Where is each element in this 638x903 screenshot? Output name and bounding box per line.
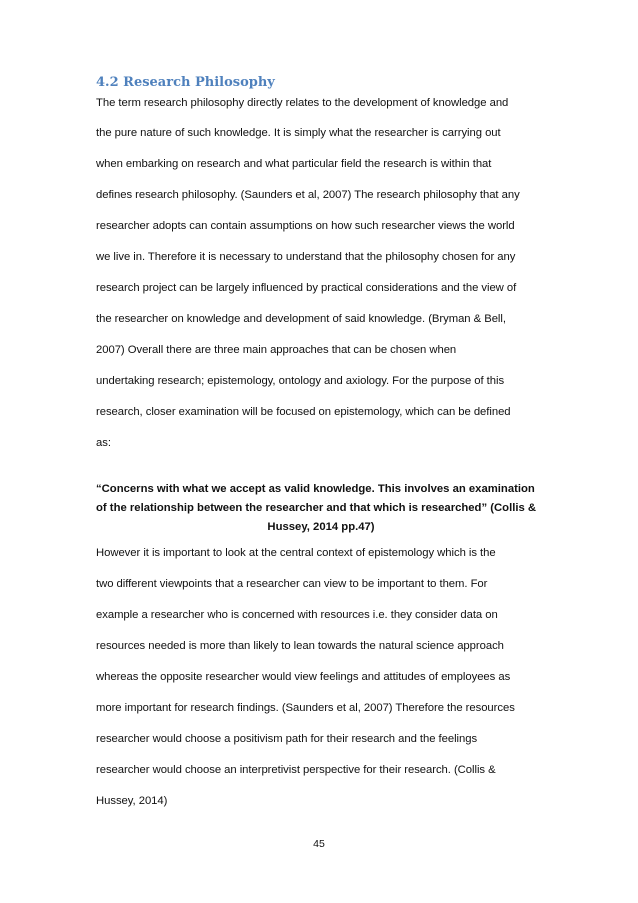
section-heading: 4.2 Research Philosophy: [96, 75, 275, 90]
paragraph-line: research, closer examination will be focused on epistemology, which can be defined: [96, 406, 511, 418]
paragraph-line: whereas the opposite researcher would view feelings and attitudes of employees as: [96, 671, 511, 683]
paragraph-line: undertaking research; epistemology, ontology and axiology. For the purpose of this: [96, 375, 505, 387]
quote-line: of the relationship between the researcher and that which is researched” (Collis &: [96, 502, 537, 514]
page-number: 45: [313, 838, 325, 850]
paragraph-line: the researcher on knowledge and development of said knowledge. (Bryman & Bell,: [96, 313, 506, 325]
paragraph-line: The term research philosophy directly relates to the development of knowledge and: [96, 97, 509, 109]
paragraph-line: the pure nature of such knowledge. It is simply what the researcher is carrying out: [96, 127, 501, 139]
paragraph-line: researcher would choose a positivism path for their research and the feelings: [96, 733, 478, 745]
paragraph-line: Hussey, 2014): [96, 795, 168, 807]
paragraph-line: more important for research findings. (Saunders et al, 2007) Therefore the resources: [96, 702, 515, 714]
paragraph-line: 2007) Overall there are three main approaches that can be chosen when: [96, 344, 457, 356]
paragraph-line: research project can be largely influenced by practical considerations and the view of: [96, 282, 517, 294]
paragraph-line: example a researcher who is concerned with resources i.e. they consider data on: [96, 609, 498, 621]
paragraph-line: resources needed is more than likely to lean towards the natural science approach: [96, 640, 504, 652]
quote-citation: Hussey, 2014 pp.47): [267, 521, 375, 533]
paragraph-line: as:: [96, 437, 111, 449]
quote-line: “Concerns with what we accept as valid knowledge. This involves an examination: [96, 483, 535, 495]
paragraph-line: However it is important to look at the central context of epistemology which is the: [96, 547, 496, 559]
paragraph-line: researcher adopts can contain assumptions on how such researcher views the world: [96, 220, 515, 232]
paragraph-line: two different viewpoints that a researcher can view to be important to them. For: [96, 578, 488, 590]
paragraph-line: defines research philosophy. (Saunders et al, 2007) The research philosophy that any: [96, 189, 520, 201]
paragraph-line: we live in. Therefore it is necessary to understand that the philosophy chosen for any: [96, 251, 516, 263]
paragraph-line: researcher would choose an interpretivist perspective for their research. (Collis &: [96, 764, 496, 776]
paragraph-line: when embarking on research and what particular field the research is within that: [96, 158, 492, 170]
